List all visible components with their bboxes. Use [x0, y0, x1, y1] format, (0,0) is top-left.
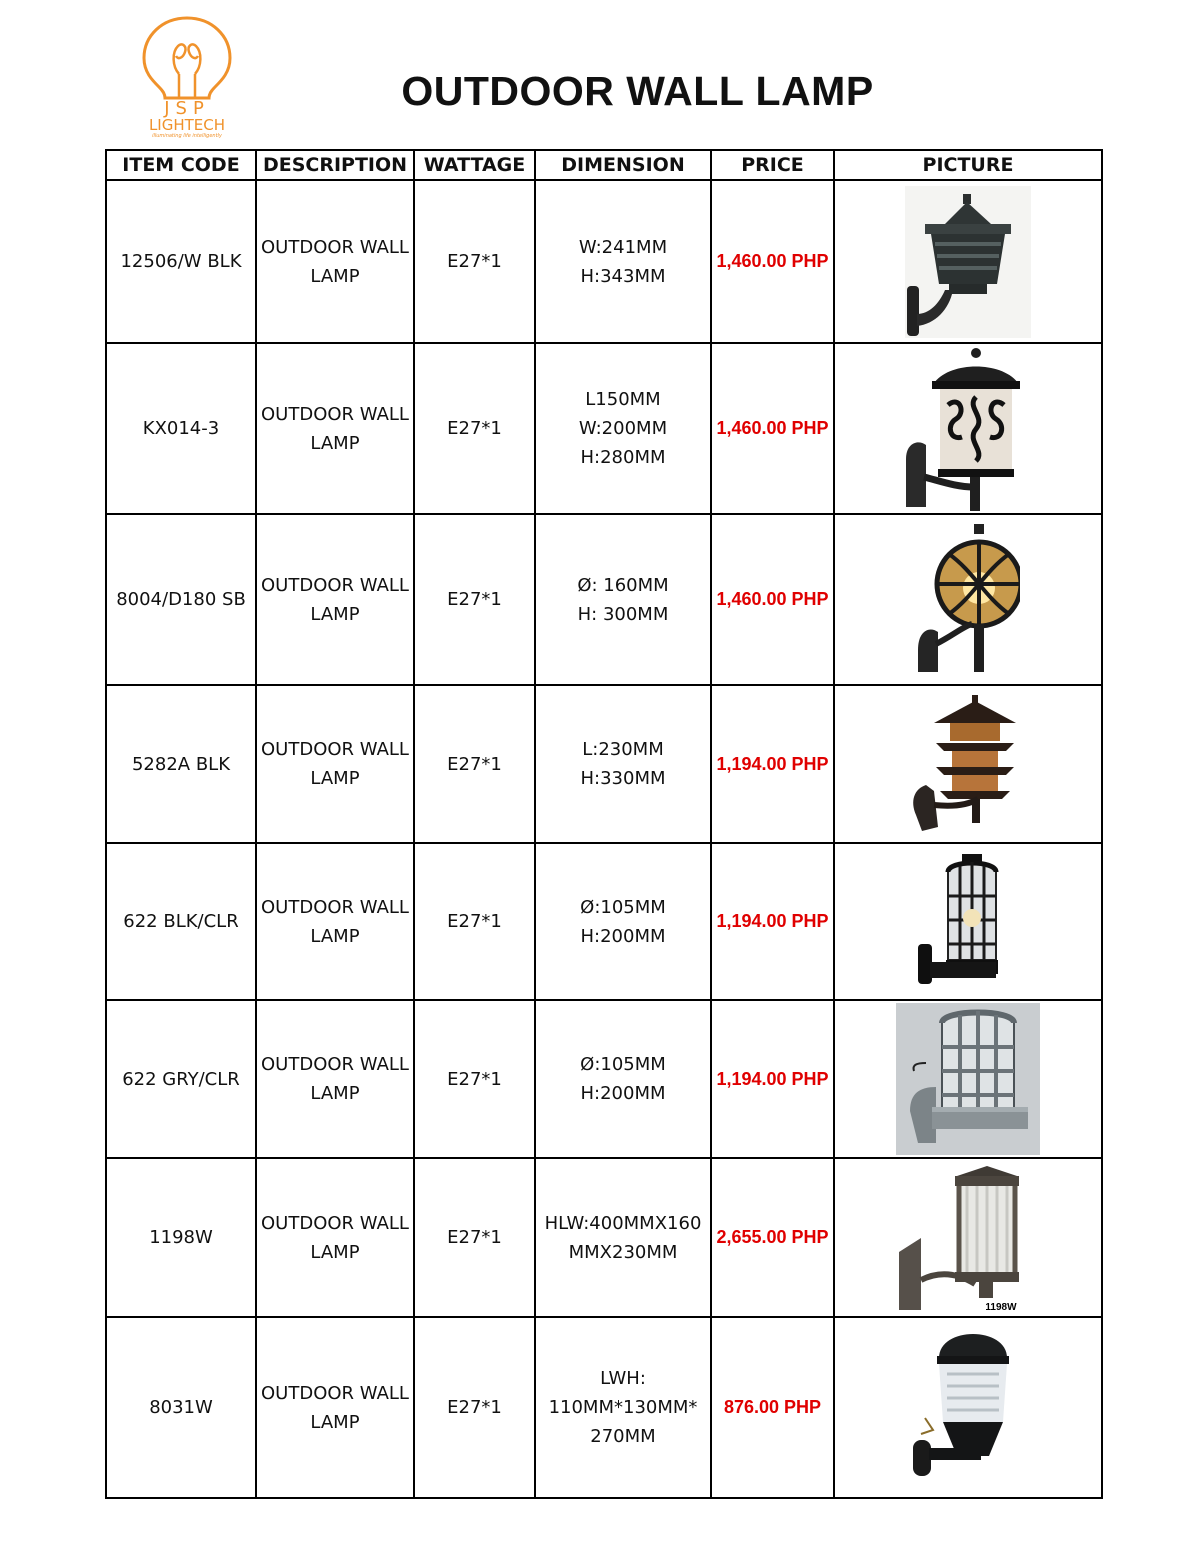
- dimension: L:230MM H:330MM: [535, 685, 711, 843]
- lamp-image: [835, 1003, 1101, 1155]
- wall-lamp-cage-grey-icon: [896, 1003, 1040, 1155]
- table-header-row: [106, 150, 1102, 180]
- header-dimension: DIMENSION: [535, 150, 711, 180]
- lamp-image: [835, 852, 1101, 992]
- table-row: [106, 180, 1102, 343]
- lamp-image: [835, 522, 1101, 678]
- wall-lantern-scroll-icon: [900, 347, 1036, 511]
- header-wattage: WATTAGE: [414, 150, 535, 180]
- item-code: KX014-3: [106, 343, 256, 514]
- logo-name: LIGHTECH: [148, 116, 226, 134]
- picture-cell: [834, 1317, 1102, 1498]
- price: 1,194.00 PHP: [711, 1000, 834, 1158]
- wall-lantern-tiered-icon: [898, 693, 1038, 835]
- wattage: E27*1: [414, 180, 535, 343]
- dimension: HLW:400MMX160 MMX230MM: [535, 1158, 711, 1317]
- price: 1,194.00 PHP: [711, 843, 834, 1000]
- brand-logo: [132, 14, 242, 138]
- picture-cell: [834, 180, 1102, 343]
- item-code: 8004/D180 SB: [106, 514, 256, 685]
- table-row: [106, 1317, 1102, 1498]
- wall-lamp-cage-black-icon: [908, 852, 1028, 992]
- lamp-image: [835, 693, 1101, 835]
- description: OUTDOOR WALL LAMP: [256, 514, 414, 685]
- table-row: [106, 1158, 1102, 1317]
- dimension: L150MM W:200MM H:280MM: [535, 343, 711, 514]
- description: OUTDOOR WALL LAMP: [256, 1000, 414, 1158]
- lightbulb-logo-icon: [132, 14, 242, 138]
- picture-cell: [834, 514, 1102, 685]
- description: OUTDOOR WALL LAMP: [256, 343, 414, 514]
- lamp-image: [835, 347, 1101, 511]
- header-description: DESCRIPTION: [256, 150, 414, 180]
- picture-cell: [834, 343, 1102, 514]
- item-code: 12506/W BLK: [106, 180, 256, 343]
- picture-cell: [834, 1000, 1102, 1158]
- item-code: 8031W: [106, 1317, 256, 1498]
- wall-lamp-dome-icon: [907, 1322, 1029, 1494]
- description: OUTDOOR WALL LAMP: [256, 180, 414, 343]
- header-price: PRICE: [711, 150, 834, 180]
- wattage: E27*1: [414, 685, 535, 843]
- picture-cell: [834, 685, 1102, 843]
- product-table: [105, 149, 1103, 1499]
- price: 1,460.00 PHP: [711, 180, 834, 343]
- item-code: 622 GRY/CLR: [106, 1000, 256, 1158]
- wattage: E27*1: [414, 1000, 535, 1158]
- logo-tagline: illuminating life intelligently: [152, 133, 222, 138]
- picture-cell: [834, 1158, 1102, 1317]
- wattage: E27*1: [414, 514, 535, 685]
- wall-lantern-globe-icon: [916, 522, 1020, 678]
- header-picture: PICTURE: [834, 150, 1102, 180]
- wattage: E27*1: [414, 343, 535, 514]
- dimension: Ø:105MM H:200MM: [535, 843, 711, 1000]
- lamp-image: [835, 186, 1101, 338]
- lamp-image: [835, 1162, 1101, 1314]
- item-code: 5282A BLK: [106, 685, 256, 843]
- price: 1,194.00 PHP: [711, 685, 834, 843]
- wattage: E27*1: [414, 1158, 535, 1317]
- dimension: Ø: 160MM H: 300MM: [535, 514, 711, 685]
- header-item-code: ITEM CODE: [106, 150, 256, 180]
- table-row: [106, 843, 1102, 1000]
- description: OUTDOOR WALL LAMP: [256, 685, 414, 843]
- price: 1,460.00 PHP: [711, 514, 834, 685]
- dimension: Ø:105MM H:200MM: [535, 1000, 711, 1158]
- wattage: E27*1: [414, 1317, 535, 1498]
- wattage: E27*1: [414, 843, 535, 1000]
- dimension: LWH: 110MM*130MM* 270MM: [535, 1317, 711, 1498]
- description: OUTDOOR WALL LAMP: [256, 1158, 414, 1317]
- description: OUTDOOR WALL LAMP: [256, 1317, 414, 1498]
- picture-cell: [834, 843, 1102, 1000]
- dimension: W:241MM H:343MM: [535, 180, 711, 343]
- page-title: OUTDOOR WALL LAMP: [401, 68, 874, 114]
- table-row: [106, 1000, 1102, 1158]
- item-code: 1198W: [106, 1158, 256, 1317]
- logo-mark: JSP: [164, 98, 210, 119]
- wall-lantern-bronze-icon: [897, 1162, 1039, 1314]
- lamp-image: [835, 1322, 1101, 1494]
- table-row: [106, 343, 1102, 514]
- item-code: 622 BLK/CLR: [106, 843, 256, 1000]
- table-row: [106, 514, 1102, 685]
- price: 876.00 PHP: [711, 1317, 834, 1498]
- description: OUTDOOR WALL LAMP: [256, 843, 414, 1000]
- wall-lantern-pagoda-icon: [905, 186, 1031, 338]
- table-row: [106, 685, 1102, 843]
- price: 2,655.00 PHP: [711, 1158, 834, 1317]
- picture-label: 1198W: [985, 1301, 1017, 1313]
- price: 1,460.00 PHP: [711, 343, 834, 514]
